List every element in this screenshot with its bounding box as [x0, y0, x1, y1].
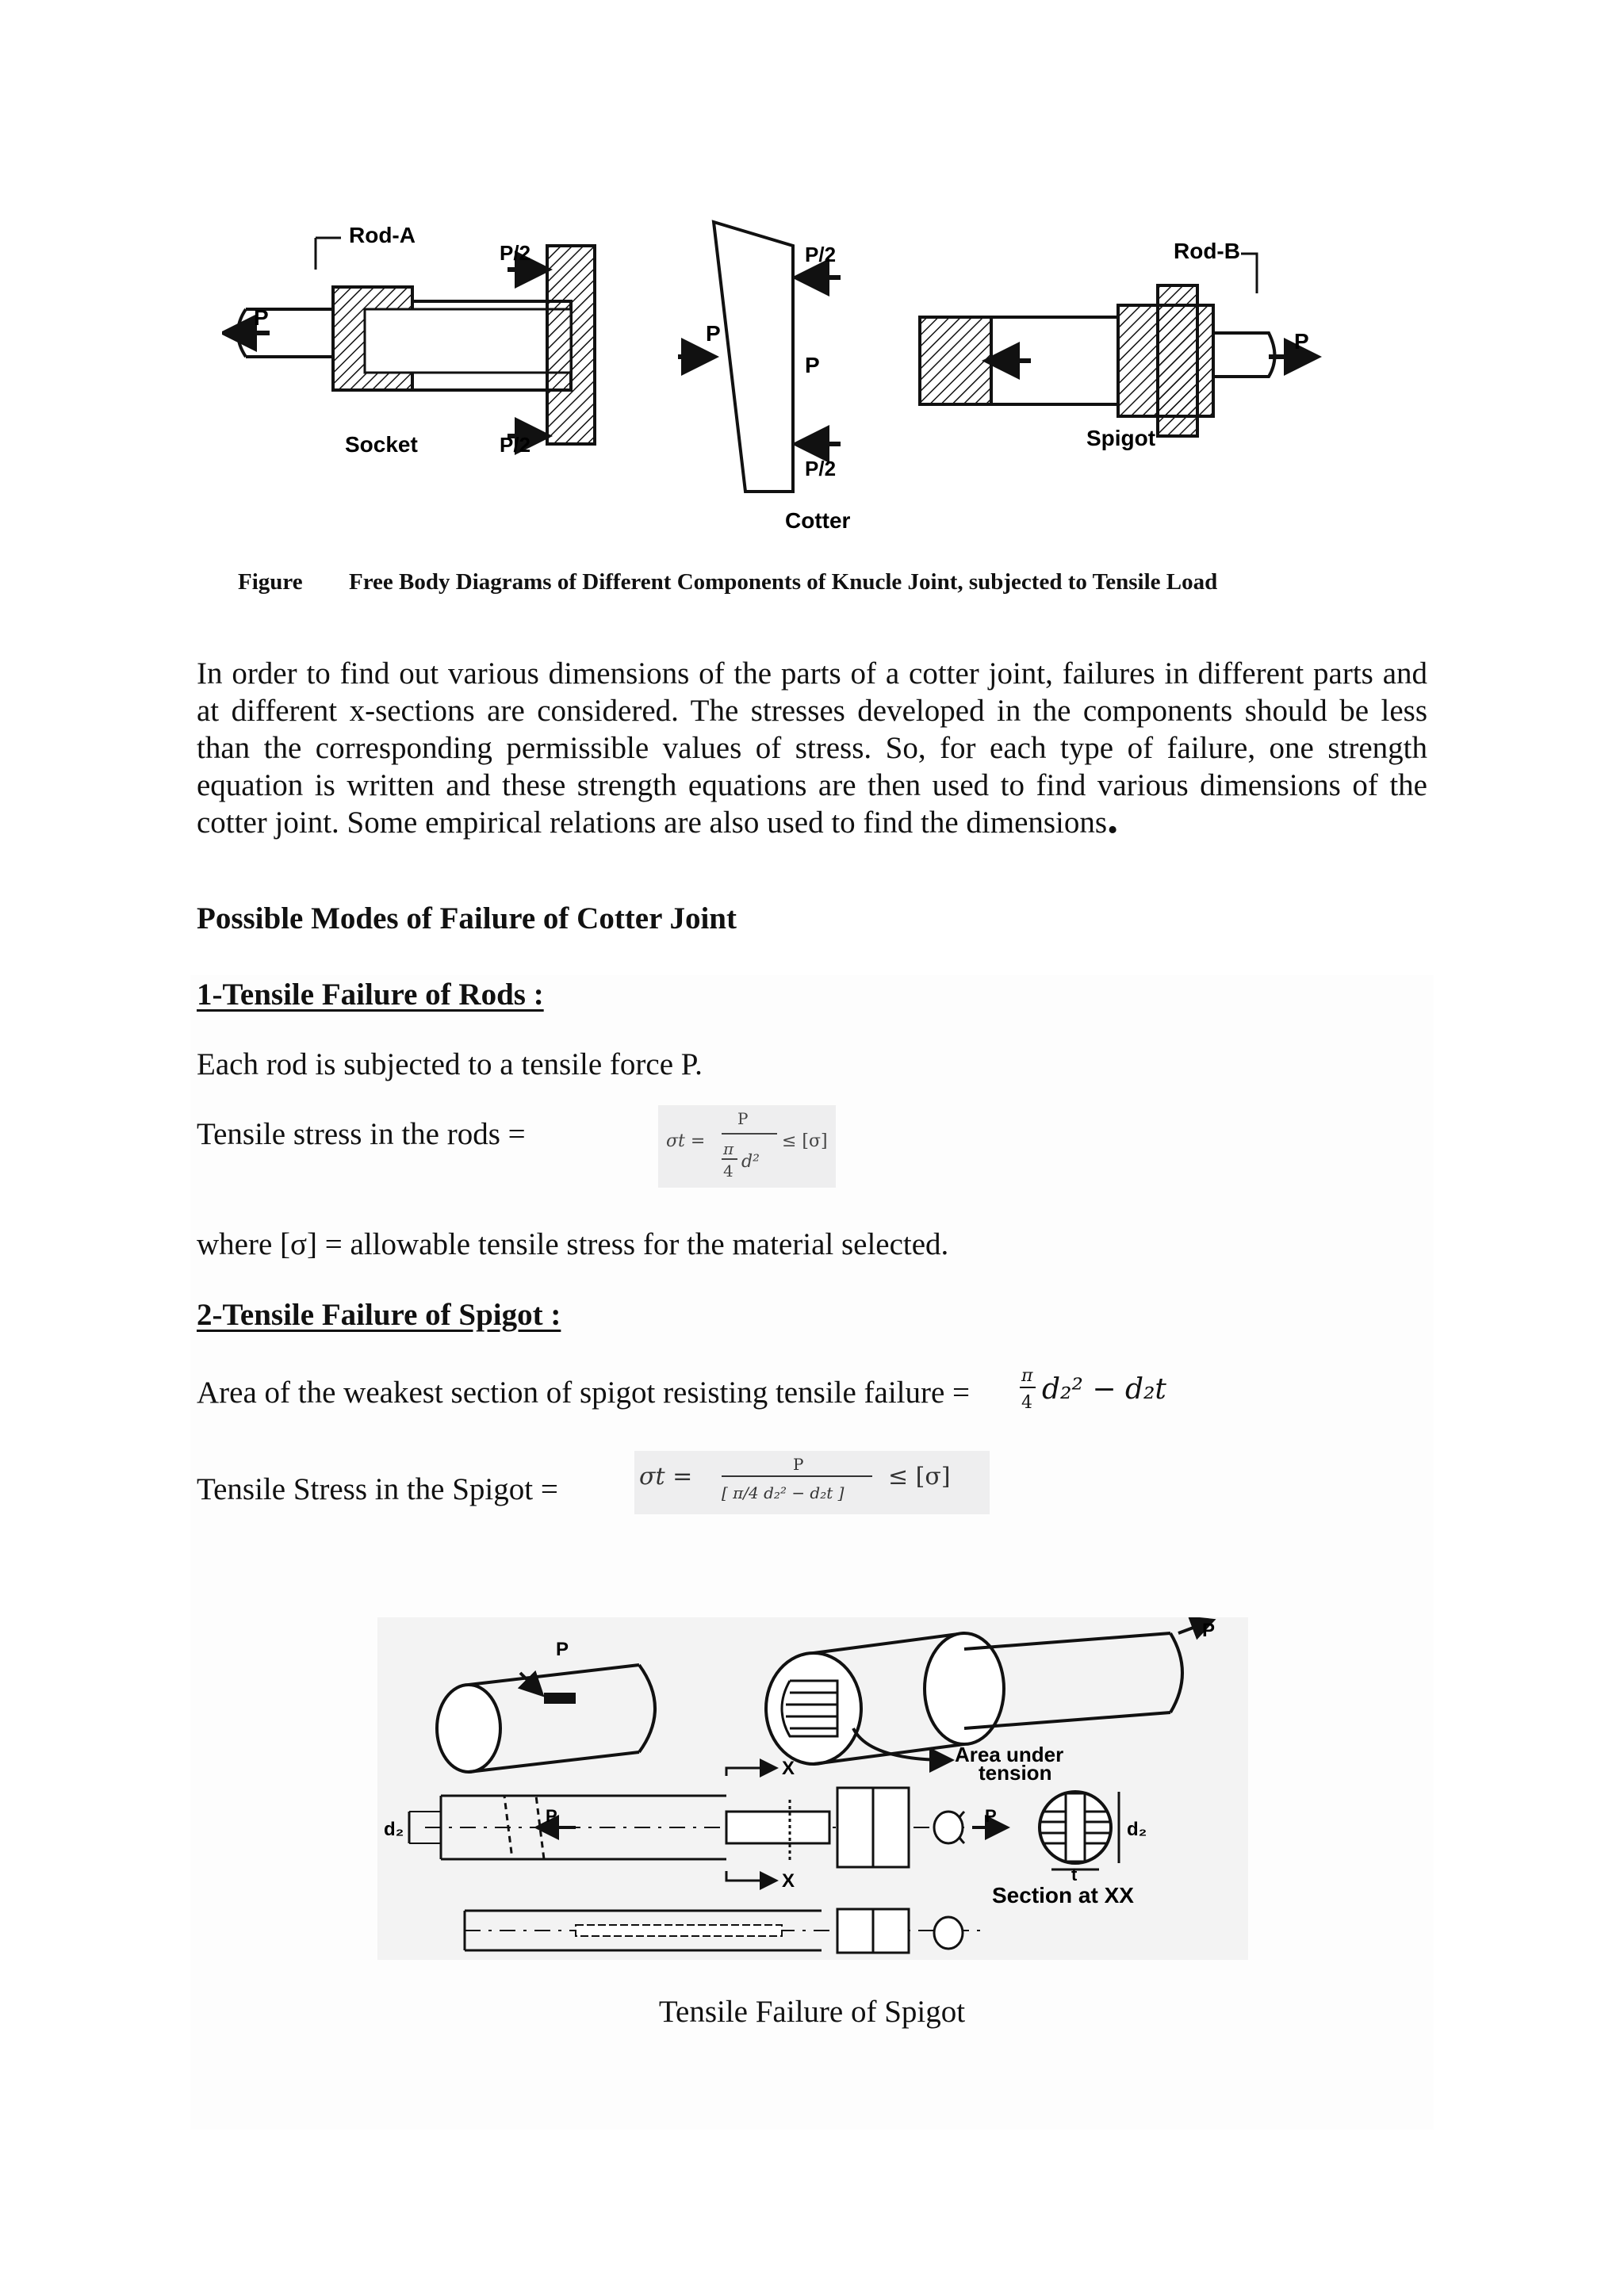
cotter-label: Cotter: [785, 508, 851, 533]
eq2-rhs: ≤ [σ]: [888, 1463, 951, 1490]
section-xx: [1040, 1792, 1119, 1869]
rod-with-slot: [437, 1665, 655, 1772]
area-term: d₂² − d₂t: [1042, 1373, 1166, 1406]
section-mark-bottom: X: [782, 1870, 795, 1892]
figure-caption-text: Free Body Diagrams of Different Components of Knucle Joint, subjected to Tensile Load: [349, 569, 1218, 595]
rod-a-label: Rod-A: [349, 223, 416, 247]
figure-caption: [238, 569, 1427, 595]
spigot-part: [920, 254, 1312, 436]
section-xx-label: Section at XX: [992, 1883, 1134, 1908]
eq1-num: P: [737, 1109, 749, 1128]
d2-label-right: d₂: [1127, 1819, 1147, 1840]
figure-caption-label: Figure: [238, 569, 303, 595]
eq1-lhs: σt =: [666, 1131, 706, 1151]
section2-line1: Area of the weakest section of spigot resisting tensile failure =: [197, 1376, 971, 1410]
eq1-den-coef: π: [723, 1139, 734, 1158]
spigot-stress-equation: [634, 1451, 990, 1514]
section2-line2: Tensile Stress in the Spigot =: [197, 1472, 558, 1506]
section1-line2: Tensile stress in the rods =: [197, 1117, 526, 1151]
area-pi: π: [1021, 1366, 1033, 1386]
spigot-area-expression: [1018, 1362, 1193, 1418]
intro-paragraph-end: .: [1107, 794, 1119, 843]
cotter-load-label: P: [706, 321, 721, 346]
free-body-diagram: [222, 214, 1364, 547]
cotter-half-load-top: P/2: [805, 243, 837, 266]
eq2-num: P: [793, 1455, 804, 1474]
spigot-figure-caption: Tensile Failure of Spigot: [658, 1995, 966, 2029]
spigot-load-label: P: [805, 353, 820, 377]
eq1-den-var: d²: [741, 1152, 760, 1172]
section1-line1: Each rod is subjected to a tensile force P.: [197, 1047, 703, 1081]
socket-part: [228, 238, 595, 444]
area-four: 4: [1021, 1393, 1032, 1413]
spigot-load-label-front: P: [985, 1806, 997, 1826]
rod-load-label: P: [556, 1639, 569, 1660]
assembly-front-view: [409, 1768, 1004, 1881]
rod-a-load-label: P: [254, 305, 269, 330]
intro-paragraph: [197, 655, 1427, 841]
eq1-den-four: 4: [723, 1161, 733, 1181]
rod-stress-equation: [658, 1105, 836, 1188]
intro-paragraph-text: In order to find out various dimensions of the parts of a cotter joint, failures in different parts and at different x-sections are considered. The stresses developed in the components should be less than the corresponding permissible values of stress. So, for each type of failure, one strength equation is written and these strength equations are then used to find various dimensions of the cotter joint. Some empirical relations are also used to find the dimensions: [197, 656, 1427, 840]
tension-label: tension: [979, 1761, 1052, 1785]
cotter-half-load-bottom: P/2: [805, 457, 837, 480]
thickness-label: t: [1071, 1865, 1078, 1885]
section-mark-top: X: [782, 1758, 795, 1779]
rod-b-label: Rod-B: [1174, 239, 1240, 263]
assembly-bottom-view: [465, 1909, 980, 1953]
spigot-failure-diagram: [377, 1617, 1248, 1960]
area-under-label: Area under: [955, 1743, 1064, 1766]
section-title: Possible Modes of Failure of Cotter Joint: [197, 901, 737, 936]
socket-half-load-top: P/2: [500, 241, 531, 265]
eq2-lhs: σt =: [639, 1463, 693, 1490]
rod-b-load-label: P: [1294, 329, 1309, 354]
socket-label: Socket: [345, 432, 418, 457]
front-load-label: P: [546, 1806, 557, 1826]
spigot-label: Spigot: [1086, 426, 1156, 450]
section1-title: 1-Tensile Failure of Rods :: [197, 978, 544, 1012]
eq2-den: [ π/4 d₂² − d₂t ]: [722, 1483, 845, 1502]
section1-line3: where [σ] = allowable tensile stress for the material selected.: [197, 1227, 949, 1261]
socket-half-load-bottom: P/2: [500, 433, 531, 457]
spigot-load-label-top: P: [1202, 1620, 1216, 1641]
d2-label-left: d₂: [384, 1819, 404, 1840]
eq1-rhs: ≤ [σ]: [782, 1131, 828, 1151]
section2-title: 2-Tensile Failure of Spigot :: [197, 1298, 561, 1332]
